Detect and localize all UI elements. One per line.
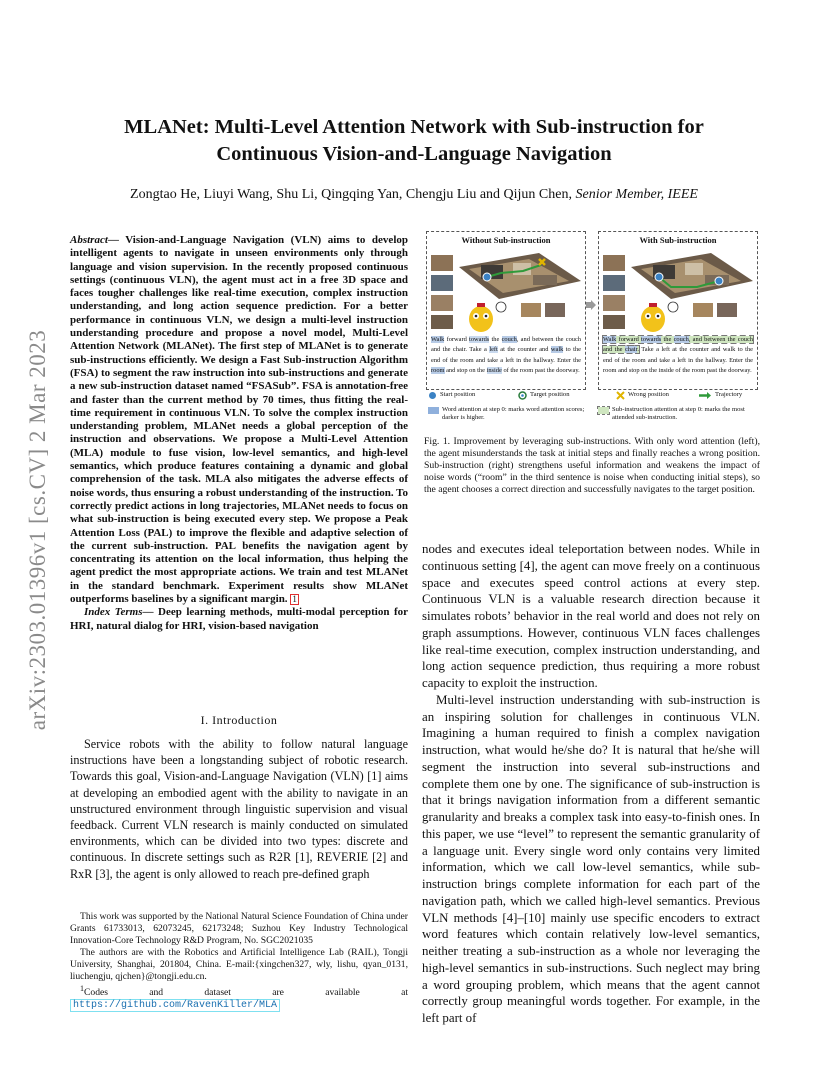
arrow-right-icon (586, 300, 596, 310)
intro-paragraph: Service robots with the ability to follow natural language instructions have been a longstanding subject of robotic research. Towards this goal, Vision-and-Language Navigation (VLN) [1] aims at developing an embodied agent with the ability to navigate in an unstructured environment through linguistic supervision and visual feedback. Current VLN research is mainly conducted on simulated environments, which can be divided into two types: discrete and continuous. In discrete settings such as R2R [1], REVERIE [2] and RxR [3], the agent is only allowed to reach pre-defined graph (70, 737, 408, 881)
figure-panel-without-sub (426, 231, 586, 390)
figure-panel-with-sub (598, 231, 758, 390)
panel-right-title: With Sub-instruction (639, 235, 717, 245)
legend-sub-attention-label: Sub-instruction attention at step 0: marks the most attended sub-instruction. (612, 406, 745, 421)
abstract-label: Abstract (70, 234, 108, 246)
figure-legend (426, 389, 760, 429)
footnote-authors: The authors are with the Robotics and Artificial Intelligence Lab (RAIL), Tongji University, Shanghai, 201804, China. E-mail:{xingchen327, wly, lishu, qyan_0131, liuchengju, qjchen}@tongji.edu.cn. (70, 947, 408, 982)
title-line-2: Continuous Vision-and-Language Navigation (216, 143, 612, 165)
section-heading: I. Introduction (200, 713, 278, 727)
footnote-code-sup: 1 (80, 984, 84, 993)
sub-attention-swatch (598, 407, 609, 414)
arxiv-id: arXiv:2303.01396v1 [cs.CV] 2 Mar 2023 (25, 329, 50, 731)
author-role: Senior Member, IEEE (575, 187, 698, 202)
legend-word-attention (428, 406, 588, 422)
footnotes (70, 911, 408, 1012)
legend-wrong-label: Wrong position (628, 391, 669, 398)
abstract-text: — Vision-and-Language Navigation (VLN) aims to develop intelligent agents to navigate in unseen environments only through language and vision supervision. In the recently proposed continuous settings (continuous VLN), the agent must act in a free 3D space and faces tougher challenges like real-time execution, complex instruction understanding, and long action sequence prediction. For a better performance in continuous VLN, we design a multi-level instruction understanding procedure and propose a novel model, Multi-Level Attention Network (MLANet). The first step of MLANet is to generate sub-instructions efficiently. We design a Fast Sub-instruction Algorithm (FSA) to segment the raw instruction into sub-instructions and generate a new sub-instruction dataset named “FSASub”. FSA is annotation-free and faster than the current method by 70 times, thus fitting the real-time requirement in continuous VLN. To solve the complex instruction understanding problem, MLANet needs a global perception of the instruction and observations. We propose a Multi-Level Attention (MLA) module to fuse vision, low-level semantics, and high-level semantics, which produce features containing a dynamic and global comprehension of the task. MLA also mitigates the adverse effects of noise words, thus ensuring a robust understanding of the instruction. To correctly predict actions in long trajectories, MLANet needs to focus on what sub-instruction is being executed every step. We propose a Peak Attention Loss (PAL) to improve the flexible and adaptive selection of the current sub-instruction. PAL benefits the navigation agent by concentrating its attention on the local information, thus helping the agent predict the most appropriate actions. We train and test MLANet in the standard benchmark. Experiment results show MLANet outperforms baselines by a significant margin. (70, 234, 408, 606)
wrong-position-icon (616, 391, 625, 400)
index-terms-text: — Deep learning methods, multi-modal perception for HRI, natural dialog for HRI, vision-based navigation (70, 606, 409, 632)
panel-left-title: Without Sub-instruction (461, 235, 551, 245)
legend-sub-attention (598, 406, 758, 422)
map-scene-icon (429, 247, 583, 333)
legend-start-label: Start position (440, 391, 476, 398)
author-names: Zongtao He, Liuyi Wang, Shu Li, Qingqing Yan, Chengju Liu and Qijun Chen, (130, 187, 572, 202)
word-attention-swatch (428, 407, 439, 414)
legend-start (428, 391, 475, 400)
paper-title (70, 114, 758, 168)
legend-trajectory (698, 391, 742, 400)
map-scene-icon (601, 247, 755, 333)
introduction (70, 736, 408, 882)
authors (70, 187, 758, 203)
panel-right-instruction: Walk forward towards the couch, and between the couch and the chair. Take a left at the counter and walk to the end of the room and take a left in the hallway. Enter the room and stop on the inside of the room past the doorway. (603, 336, 753, 374)
code-link[interactable]: https://github.com/RavenKiller/MLA (70, 999, 280, 1012)
legend-trajectory-label: Trajectory (715, 391, 743, 398)
footnote-code (70, 983, 408, 1012)
abstract (70, 234, 408, 633)
footnote-marker[interactable]: 1 (292, 594, 297, 605)
legend-word-attention-label: Word attention at step 0: marks word attention scores; darker is higher. (442, 406, 585, 421)
index-terms-label: Index Terms (84, 606, 143, 619)
trajectory-icon (698, 391, 712, 400)
figure-caption: Fig. 1. Improvement by leveraging sub-instructions. With only word attention (left), the agent misunderstands the task at initial steps and finally reaches a wrong position. Sub-instruction (right) strengthens useful information and weakens the impact of noise words (“room” in the third sentence is noise when conducting initial steps), so the agent chooses a correct direction and successfully navigates to the target position. (424, 436, 760, 495)
panel-left-instruction: Walk forward towards the couch, and between the couch and the chair. Take a left at the counter and walk to the end of the room and take a left in the hallway. Enter the room and stop on the inside of the room past the doorway. (431, 336, 581, 374)
right-paragraph-1: nodes and executes ideal teleportation between nodes. While in continuous setting [4], the agent can move freely on a continuous space and executes speed control actions at every step. Continuous VLN is a valuable research direction because it simulates robots’ behavior in the real world and does not rely on graph assumptions. However, continuous VLN faces challenges like real-time execution, complex instruction understanding, and long action sequence prediction, thus requiring a more robust capacity to exploit the instruction. (422, 542, 760, 690)
legend-target-label: Target position (530, 391, 570, 398)
footnote-support: This work was supported by the National Natural Science Foundation of China under Grants 61733013, 62073245, 62173248; Suzhou Key Industry Technological Innovation-Core Technology R&D Program, No. SGC2021035 (70, 911, 408, 946)
right-paragraph-2: Multi-level instruction understanding with sub-instruction is an inspiring solution for challenges in continuous VLN. Imagining a human required to finish a complex navigation instruction, what would he/she do? It is natural that he/she will segment the instruction into several sub-instructions and complete them one by one. The significance of sub-instruction is that it brings navigation information from a different semantic granularity and breaks a complex task into easy-to-finish ones. In this paper, we use “level” to represent the semantic granularity of a language unit. Every single word only contains very limited information, which we call low-level semantics, while sub-instruction brings complete information for each part of the navigation path, which we called high-level semantics. Previous VLN methods [4]–[10] mainly use specific encoders to extract word features which contain relatively low-level semantics, neither treating a sub-instruction as a whole nor leveraging the high-level semantics in sub-instructions. Such neglect may bring a word grouping problem, which means that the agent cannot correctly group meaningful words together. For example, in the left part of (422, 692, 760, 1025)
start-marker-icon (428, 391, 437, 400)
right-column-text (422, 541, 760, 1027)
target-marker-icon (518, 391, 527, 400)
title-line-1: MLANet: Multi-Level Attention Network with Sub-instruction for (124, 116, 704, 138)
footnote-code-text: Codes and dataset are available at (84, 987, 408, 999)
arxiv-stamp (14, 290, 62, 770)
index-terms (70, 606, 408, 633)
legend-target (518, 391, 570, 400)
legend-wrong (616, 391, 669, 400)
